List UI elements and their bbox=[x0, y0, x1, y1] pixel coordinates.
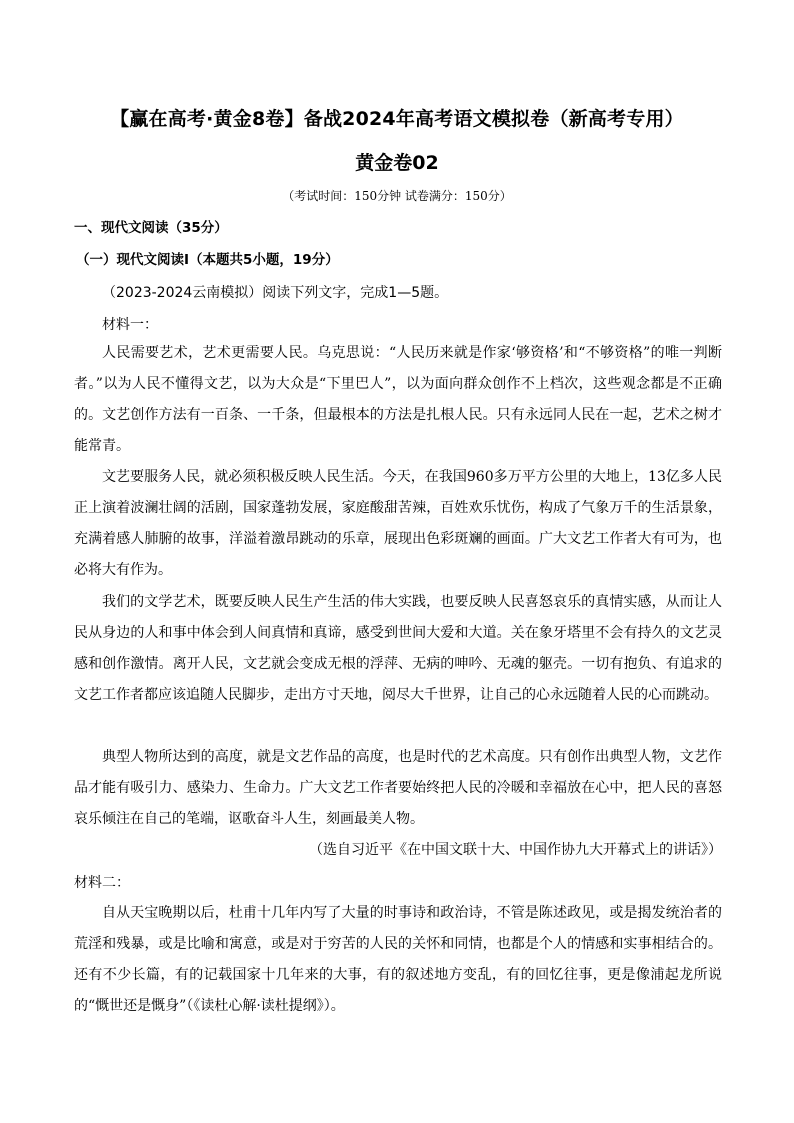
document-title: 【赢在高考·黄金8卷】备战2024年高考语文模拟卷（新高考专用） bbox=[110, 108, 684, 130]
material-one-paragraph-2: 文艺要服务人民，就必须积极反映人民生活。今天，在我国960多万平方公里的大地上，13亿多人民正上演着波澜壮阔的活剧，国家蓬勃发展，家庭酸甜苦辣，百姓欢乐忧伤，构成了气象万千的生活景象，充满着感人肺腑的故事，洋溢着激昂跳动的乐章，展现出色彩斑斓的画面。广大文艺工作者大有可为，也必将大有作为。 bbox=[74, 469, 722, 578]
section-heading: 一、现代文阅读（35分） bbox=[74, 220, 228, 236]
exam-info: （考试时间：150分钟 试卷满分：150分） bbox=[282, 189, 512, 203]
material-two-paragraph-1: 自从天宝晚期以后，杜甫十几年内写了大量的时事诗和政治诗，不管是陈述政见，或是揭发统治者的荒淫和残暴，或是比喻和寓意，或是对于穷苦的人民的关怀和同情，也都是个人的情感和实事相结合的。还有不少长篇，有的记载国家十几年来的大事，有的叙述地方变乱，有的回忆往事，更是像浦起龙所说的“慨世还是慨身”（《读杜心解·读杜提纲》）。 bbox=[74, 905, 722, 1014]
material-one-source: （选自习近平《在中国文联十大、中国作协九大开幕式上的讲话》） bbox=[309, 842, 722, 858]
subsection-heading: （一）现代文阅读Ⅰ（本题共5小题，19分） bbox=[76, 252, 339, 268]
material-one-paragraph-3: 我们的文学艺术，既要反映人民生产生活的伟大实践，也要反映人民喜怒哀乐的真情实感，从而让人民从身边的人和事中体会到人间真情和真谛，感受到世间大爱和大道。关在象牙塔里不会有持久的文艺灵感和创作激情。离开人民，文艺就会变成无根的浮萍、无病的呻吟、无魂的躯壳。一切有抱负、有追求的文艺工作者都应该追随人民脚步，走出方寸天地，阅尽大千世界，让自己的心永远随着人民的心而跳动。 bbox=[74, 594, 722, 703]
document-subtitle: 黄金卷02 bbox=[355, 152, 439, 174]
material-two-label: 材料二： bbox=[74, 875, 130, 891]
material-one-paragraph-1: 人民需要艺术，艺术更需要人民。乌克思说：“人民历来就是作家‘够资格’和“不够资格”的唯一判断者。”以为人民不懂得文艺，以为大众是“下里巴人”，以为面向群众创作不上档次，这些观念都是不正确的。文艺创作方法有一百条、一千条，但最根本的方法是扎根人民。只有永远同人民在一起，艺术之树才能常青。 bbox=[74, 345, 722, 454]
material-one-label: 材料一： bbox=[102, 317, 158, 333]
material-one-paragraph-4: 典型人物所达到的高度，就是文艺作品的高度，也是时代的艺术高度。只有创作出典型人物，文艺作品才能有吸引力、感染力、生命力。广大文艺工作者要始终把人民的冷暖和幸福放在心中，把人民的喜怒哀乐倾注在自己的笔端，讴歌奋斗人生，刻画最美人物。 bbox=[74, 749, 722, 827]
reading-instructions: （2023-2024云南模拟）阅读下列文字，完成1—5题。 bbox=[102, 285, 449, 301]
